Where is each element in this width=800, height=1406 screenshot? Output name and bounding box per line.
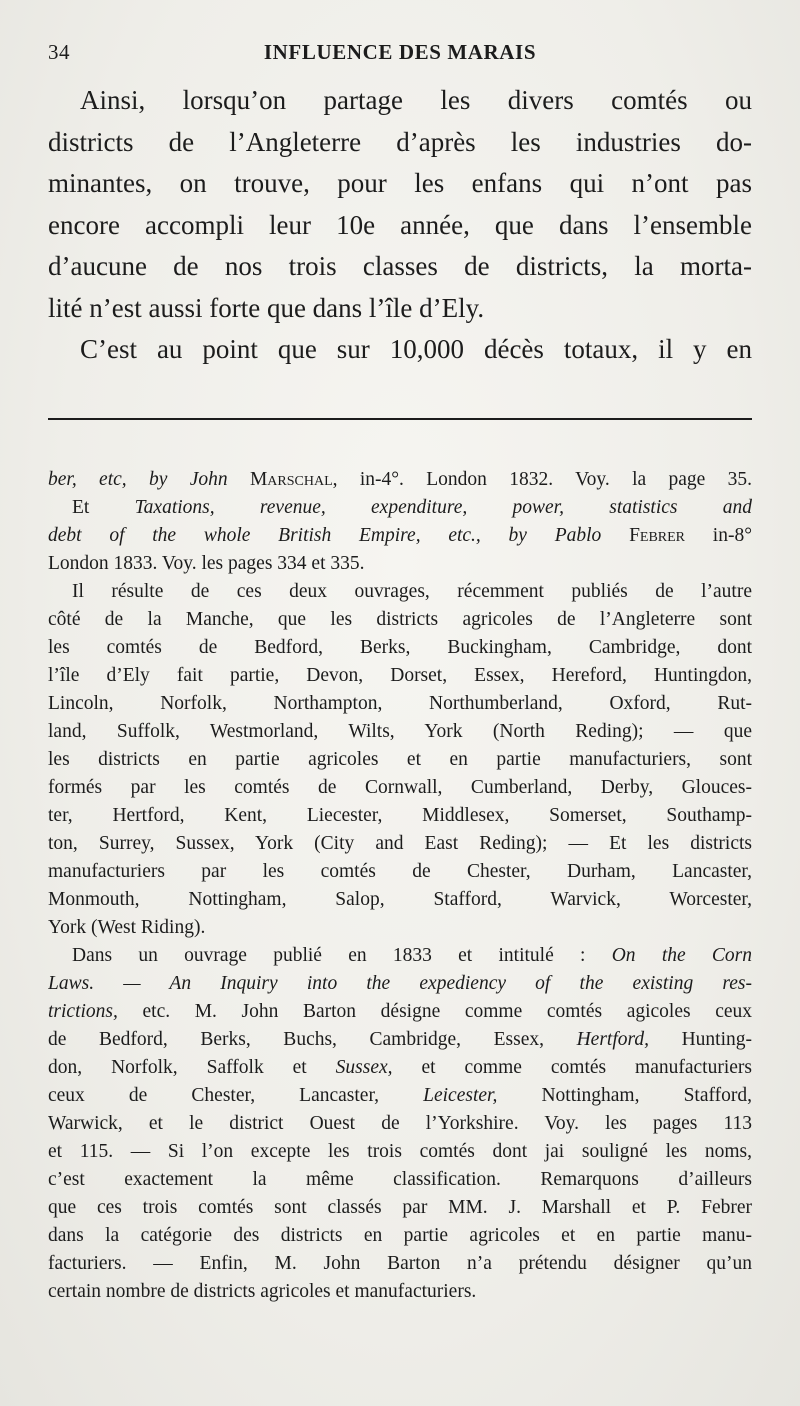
footnote-text: Dans un ouvrage publié en 1833 et intitulé :: [72, 945, 586, 966]
footnote-italic-text: Taxations, revenue, expenditure, power, statistics and: [134, 497, 752, 518]
footnote-line: certain nombre de districts agricoles et manufacturiers.: [48, 1281, 477, 1302]
footnote-line: que ces trois comtés sont classés par MM. J. Marshall et P. Febrer: [48, 1197, 752, 1218]
footnote-text: etc. M. John Barton désigne comme comtés agicoles ceux: [142, 1001, 752, 1022]
footnote-line: ton, Surrey, Sussex, York (City and East Reding); — Et les districts: [48, 833, 752, 854]
footnote-line: London 1833. Voy. les pages 334 et 335.: [48, 553, 365, 574]
footnote-line: l’île d’Ely fait partie, Devon, Dorset, Essex, Hereford, Huntingdon,: [48, 665, 752, 686]
footnote-line: c’est exactement la même classification. Remarquons d’ailleurs: [48, 1169, 752, 1190]
main-text-line: Ainsi, lorsqu’on partage les divers comtés ou: [80, 85, 752, 115]
footnote-text: de Bedford, Berks, Buchs, Cambridge, Essex,: [48, 1029, 544, 1050]
footnote-author-name: Febrer: [629, 525, 686, 546]
footnote-text: , in-4°. London 1832. Voy. la page 35.: [332, 469, 752, 490]
footnote-text: Hunting-: [681, 1029, 752, 1050]
footnote-line: [48, 1082, 752, 1110]
footnote-line: Lincoln, Norfolk, Northampton, Northumberland, Oxford, Rut-: [48, 693, 752, 714]
footnote-line: [48, 1026, 752, 1054]
footnote-line: York (West Riding).: [48, 917, 206, 938]
main-text-line: lité n’est aussi forte que dans l’île d’Ely.: [48, 292, 485, 323]
footnote-line: land, Suffolk, Westmorland, Wilts, York (North Reding); — que: [48, 721, 752, 742]
footnote-separator-rule: [48, 418, 752, 420]
footnote-line: [48, 942, 752, 970]
footnote-line: facturiers. — Enfin, M. John Barton n’a prétendu désigner qu’un: [48, 1253, 752, 1274]
footnote-italic-text: Sussex,: [335, 1057, 393, 1078]
footnote-line: les districts en partie agricoles et en partie manufacturiers, sont: [48, 749, 752, 770]
footnote-line: [48, 494, 752, 522]
footnote-text: Nottingham, Stafford,: [541, 1085, 752, 1106]
footnote-line: [48, 466, 752, 494]
footnote-line: et 115. — Si l’on excepte les trois comtés dont jai souligné les noms,: [48, 1141, 752, 1162]
footnote-line: [48, 522, 752, 550]
footnote-line: formés par les comtés de Cornwall, Cumberland, Derby, Glouces-: [48, 777, 752, 798]
footnotes: [48, 466, 752, 1306]
footnote-line: manufacturiers par les comtés de Chester, Durham, Lancaster,: [48, 861, 752, 882]
main-text-line: C’est au point que sur 10,000 décès totaux, il y en: [80, 334, 752, 364]
footnote-line: Il résulte de ces deux ouvrages, récemment publiés de l’autre: [72, 581, 752, 602]
footnote-text: in-8°: [712, 525, 752, 546]
main-text-line: districts de l’Angleterre d’après les industries do-: [48, 126, 752, 157]
page-number: 34: [48, 40, 70, 64]
footnote-text: et comme comtés manufacturiers: [421, 1057, 752, 1078]
page-header: [48, 40, 752, 74]
footnote-line: Laws. — An Inquiry into the expediency of the existing res-: [48, 973, 752, 994]
main-text: [48, 80, 752, 371]
footnote-line: Monmouth, Nottingham, Salop, Stafford, Warvick, Worcester,: [48, 889, 752, 910]
footnote-author-name: Marschal: [249, 469, 333, 490]
footnote-line: Warwick, et le district Ouest de l’Yorkshire. Voy. les pages 113: [48, 1113, 752, 1134]
footnote-italic-text: Leicester,: [423, 1085, 498, 1106]
footnote-line: côté de la Manche, que les districts agricoles de l’Angleterre sont: [48, 609, 752, 630]
footnote-italic-text: On the Corn: [611, 945, 752, 966]
main-text-line: d’aucune de nos trois classes de districts, la morta-: [48, 251, 752, 281]
running-title: INFLUENCE DES MARAIS: [263, 40, 537, 64]
footnote-italic-text: trictions,: [48, 1001, 118, 1022]
footnote-text: Et: [72, 497, 90, 518]
footnote-line: [48, 1054, 752, 1082]
footnote-line: les comtés de Bedford, Berks, Buckingham, Cambridge, dont: [48, 637, 752, 658]
footnote-italic-text: debt of the whole British Empire, etc., by Pablo: [48, 525, 602, 546]
footnote-text: ceux de Chester, Lancaster,: [48, 1085, 380, 1106]
footnote-line: [48, 998, 752, 1026]
main-text-line: minantes, on trouve, pour les enfans qui n’ont pas: [48, 168, 752, 198]
footnote-italic-text: ber, etc, by John: [48, 469, 228, 490]
footnote-italic-text: Hertford,: [576, 1029, 649, 1050]
footnote-line: dans la catégorie des districts en partie agricoles et en partie manu-: [48, 1225, 752, 1246]
main-text-line: encore accompli leur 10e année, que dans l’ensemble: [48, 209, 752, 240]
footnote-text: don, Norfolk, Saffolk et: [48, 1057, 307, 1078]
footnote-line: ter, Hertford, Kent, Liecester, Middlesex, Somerset, Southamp-: [48, 805, 752, 826]
